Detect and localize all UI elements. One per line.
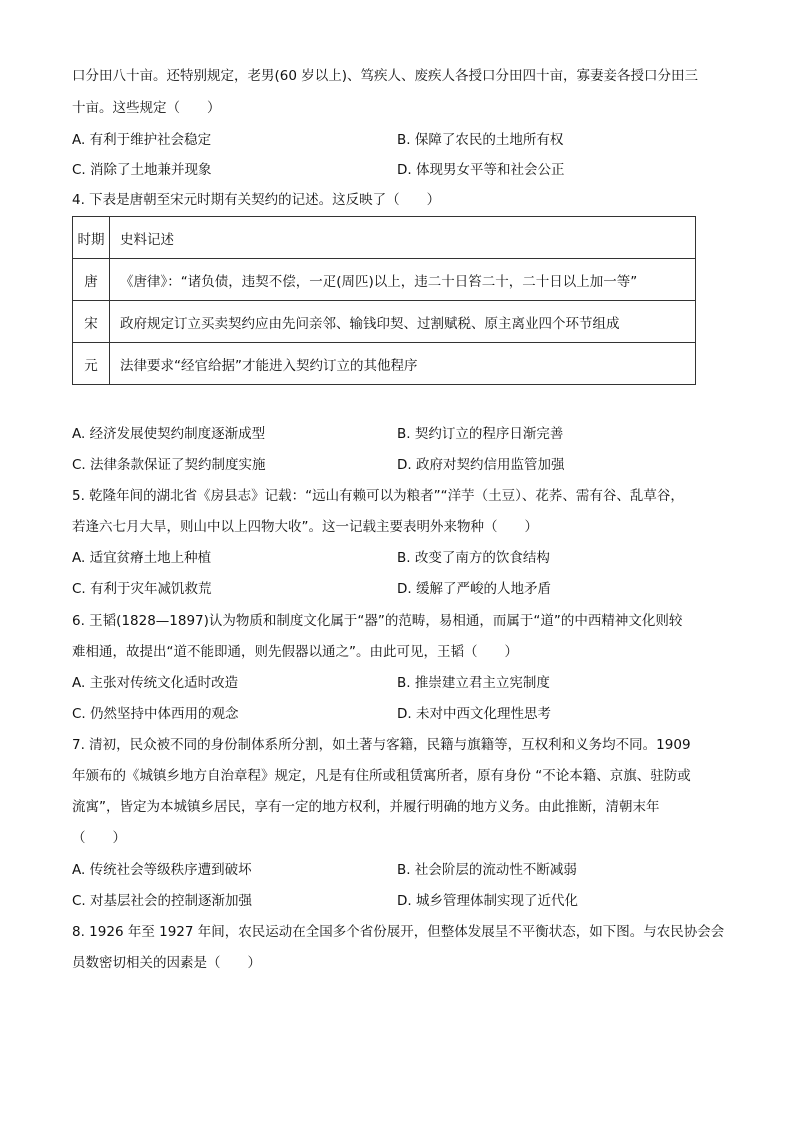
row-record: 《唐律》：“诸负债，违契不偿，一疋(周匹)以上，违二十日笞二十，二十日以上加一等” — [110, 259, 696, 301]
q7-stem-line-3: 流寓”，皆定为本城镇乡居民，享有一定的地方权利，并履行明确的地方义务。由此推断，清朝末年 — [72, 799, 660, 815]
q5-option-a: A. 适宜贫瘠土地上种植 — [72, 550, 212, 566]
header-period: 时期 — [73, 217, 110, 259]
q3-stem-line-1: 口分田八十亩。还特别规定，老男(60 岁以上)、笃疾人、废疾人各授口分田四十亩，寡妻妾各授口分田三 — [72, 68, 699, 84]
table-header-row — [73, 217, 696, 259]
q3-stem-line-2: 十亩。这些规定（ ） — [72, 100, 221, 116]
header-record: 史料记述 — [110, 217, 696, 259]
q6-stem-line-1: 6. 王韬(1828—1897)认为物质和制度文化属于“器”的范畴，易相通，而属于“道”的中西精神文化则较 — [72, 613, 683, 629]
q6-option-a: A. 主张对传统文化适时改造 — [72, 675, 239, 691]
q7-option-a: A. 传统社会等级秩序遭到破坏 — [72, 862, 252, 878]
q3-option-d: D. 体现男女平等和社会公正 — [397, 162, 565, 178]
table-row — [73, 343, 696, 385]
row-record: 政府规定订立买卖契约应由先问亲邻、输钱印契、过割赋税、原主离业四个环节组成 — [110, 301, 696, 343]
row-period: 宋 — [73, 301, 110, 343]
q5-option-b: B. 改变了南方的饮食结构 — [397, 550, 550, 566]
row-record: 法律要求“经官给据”才能进入契约订立的其他程序 — [110, 343, 696, 385]
q5-option-c: C. 有利于灾年减饥救荒 — [72, 581, 212, 597]
q7-stem-line-2: 年颁布的《城镇乡地方自治章程》规定，凡是有住所或租赁寓所者，原有身份 “不论本籍、京旗、驻防或 — [72, 768, 691, 784]
q4-stem: 4. 下表是唐朝至宋元时期有关契约的记述。这反映了（ ） — [72, 192, 441, 208]
row-period: 唐 — [73, 259, 110, 301]
q7-stem-line-1: 7. 清初，民众被不同的身份制体系所分割，如土著与客籍，民籍与旗籍等，互权利和义务均不同。1909 — [72, 737, 691, 753]
q6-option-b: B. 推崇建立君主立宪制度 — [397, 675, 550, 691]
row-period: 元 — [73, 343, 110, 385]
q8-stem-line-2: 员数密切相关的因素是（ ） — [72, 955, 261, 971]
q7-option-d: D. 城乡管理体制实现了近代化 — [397, 893, 578, 909]
q7-option-b: B. 社会阶层的流动性不断减弱 — [397, 862, 577, 878]
q6-option-d: D. 未对中西文化理性思考 — [397, 706, 551, 722]
q4-option-b: B. 契约订立的程序日渐完善 — [397, 426, 564, 442]
q5-stem-line-2: 若逢六七月大旱，则山中以上四物大收”。这一记载主要表明外来物种（ ） — [72, 519, 538, 535]
q7-stem-line-4: （ ） — [72, 830, 126, 846]
q3-option-c: C. 消除了土地兼并现象 — [72, 162, 212, 178]
q5-stem-line-1: 5. 乾隆年间的湖北省《房县志》记载：“远山有赖可以为粮者”“洋芋（土豆）、花荞、需有谷、乱草谷， — [72, 488, 684, 504]
q4-option-c: C. 法律条款保证了契约制度实施 — [72, 457, 266, 473]
q8-stem-line-1: 8. 1926 年至 1927 年间，农民运动在全国多个省份展开，但整体发展呈不平衡状态，如下图。与农民协会会 — [72, 924, 725, 940]
q3-option-b: B. 保障了农民的土地所有权 — [397, 132, 564, 148]
q6-option-c: C. 仍然坚持中体西用的观念 — [72, 706, 239, 722]
q7-option-c: C. 对基层社会的控制逐渐加强 — [72, 893, 253, 909]
contract-records-table — [72, 216, 696, 385]
table-row — [73, 259, 696, 301]
q5-option-d: D. 缓解了严峻的人地矛盾 — [397, 581, 551, 597]
q6-stem-line-2: 难相通，故提出“道不能即通，则先假器以通之”。由此可见，王韬（ ） — [72, 644, 518, 660]
q4-option-d: D. 政府对契约信用监管加强 — [397, 457, 565, 473]
q4-option-a: A. 经济发展使契约制度逐渐成型 — [72, 426, 266, 442]
q3-option-a: A. 有利于维护社会稳定 — [72, 132, 212, 148]
table-row — [73, 301, 696, 343]
